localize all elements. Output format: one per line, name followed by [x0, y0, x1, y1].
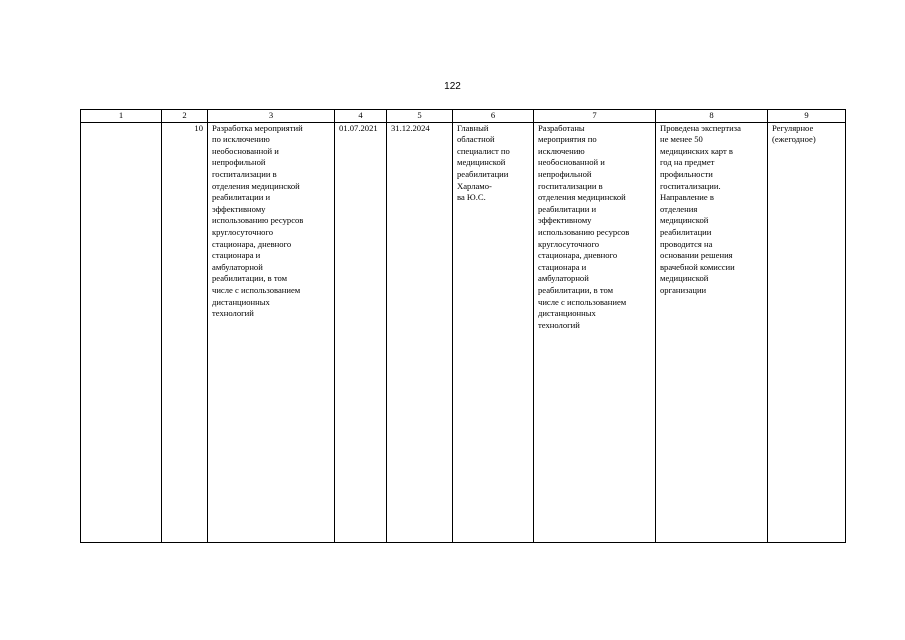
item-number-cell: 10 — [162, 122, 208, 542]
indicator-cell: Проведена экспертиза не менее 50 медицинских карт в год на предмет профильности госпитализации. Направление в отделения медицинской реабилитации проводится на основании решения врачебной комиссии медицинской организации — [656, 122, 768, 542]
column-number-5: 5 — [387, 110, 453, 123]
column-number-8: 8 — [656, 110, 768, 123]
column-number-3: 3 — [208, 110, 335, 123]
page-number: 122 — [444, 81, 461, 92]
start-date-cell: 01.07.2021 — [335, 122, 387, 542]
measures-table — [80, 109, 846, 543]
column-number-6: 6 — [453, 110, 534, 123]
end-date-cell: 31.12.2024 — [387, 122, 453, 542]
section-cell — [81, 122, 162, 542]
frequency-cell: Регулярное (ежегодное) — [768, 122, 846, 542]
column-number-1: 1 — [81, 110, 162, 123]
responsible-person-cell: Главный областной специалист по медицинской реабилитации Харламо- ва Ю.С. — [453, 122, 534, 542]
table-row — [81, 122, 846, 542]
column-number-4: 4 — [335, 110, 387, 123]
column-number-2: 2 — [162, 110, 208, 123]
measure-name-cell: Разработка мероприятий по исключению необоснованной и непрофильной госпитализации в отделения медицинской реабилитации и эффективному использованию ресурсов круглосуточного стационара, дневного стационара и амбулаторной реабилитации, в том числе с использованием дистанционных технологий — [208, 122, 335, 542]
column-number-9: 9 — [768, 110, 846, 123]
column-number-7: 7 — [534, 110, 656, 123]
expected-result-cell: Разработаны мероприятия по исключению необоснованной и непрофильной госпитализации в отделения медицинской реабилитации и эффективному использованию ресурсов круглосуточного стационара, дневного стационара и амбулаторной реабилитации, в том числе с использованием дистанционных технологий — [534, 122, 656, 542]
column-number-row — [81, 110, 846, 123]
